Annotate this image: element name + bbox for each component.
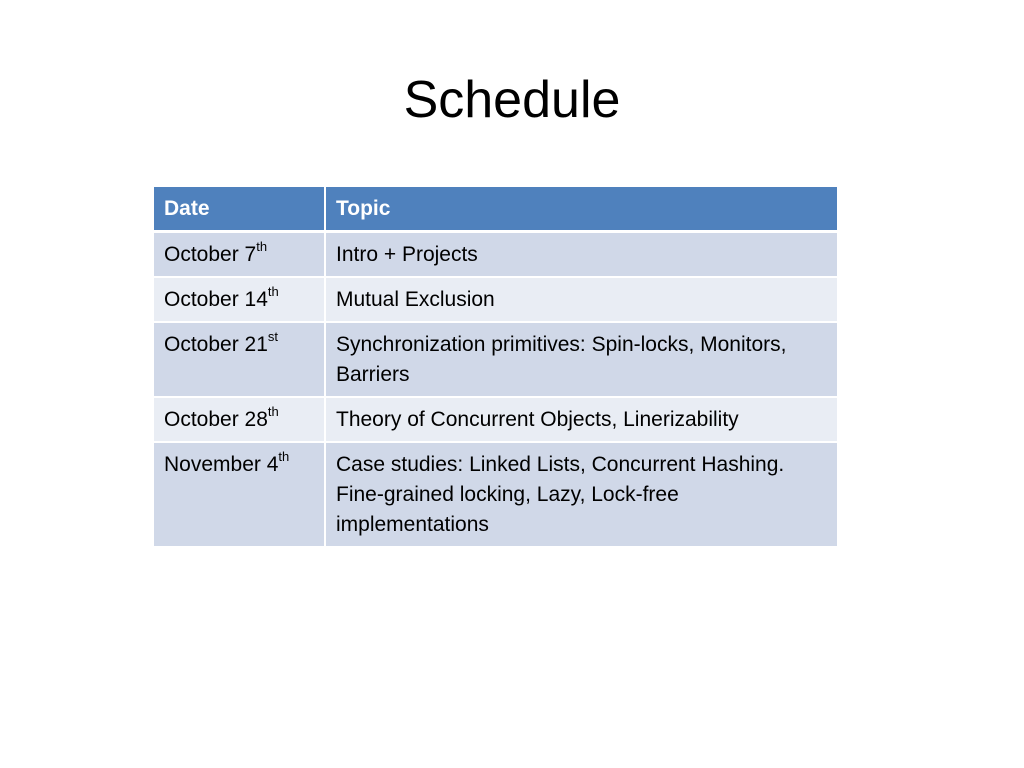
- date-text: October 21: [164, 333, 268, 356]
- date-cell: [154, 323, 326, 398]
- topic-cell: Synchronization primitives: Spin-locks, Monitors, Barriers: [326, 323, 837, 398]
- date-cell: [154, 233, 326, 278]
- date-suffix: th: [278, 449, 290, 464]
- table-header-row: [154, 187, 837, 233]
- table-row: [154, 278, 837, 323]
- date-cell: [154, 398, 326, 443]
- topic-cell: Intro + Projects: [326, 233, 837, 278]
- header-date: Date: [154, 187, 326, 233]
- date-suffix: th: [267, 284, 279, 299]
- slide-title: Schedule: [403, 71, 621, 129]
- date-text: October 28: [164, 408, 268, 431]
- table-row: [154, 233, 837, 278]
- topic-cell: Case studies: Linked Lists, Concurrent Hashing. Fine-grained locking, Lazy, Lock-free implementations: [326, 443, 837, 546]
- date-cell: [154, 443, 326, 546]
- date-suffix: th: [267, 404, 279, 419]
- table-row: [154, 323, 837, 398]
- table-row: [154, 398, 837, 443]
- date-suffix: st: [267, 329, 279, 344]
- topic-cell: Mutual Exclusion: [326, 278, 837, 323]
- schedule-table: [154, 187, 837, 546]
- date-suffix: th: [256, 239, 268, 254]
- date-text: November 4: [164, 453, 279, 476]
- date-cell: [154, 278, 326, 323]
- table-row: [154, 443, 837, 546]
- header-topic: Topic: [326, 187, 837, 233]
- topic-cell: Theory of Concurrent Objects, Linerizability: [326, 398, 837, 443]
- date-text: October 14: [164, 288, 268, 311]
- date-text: October 7: [164, 243, 257, 266]
